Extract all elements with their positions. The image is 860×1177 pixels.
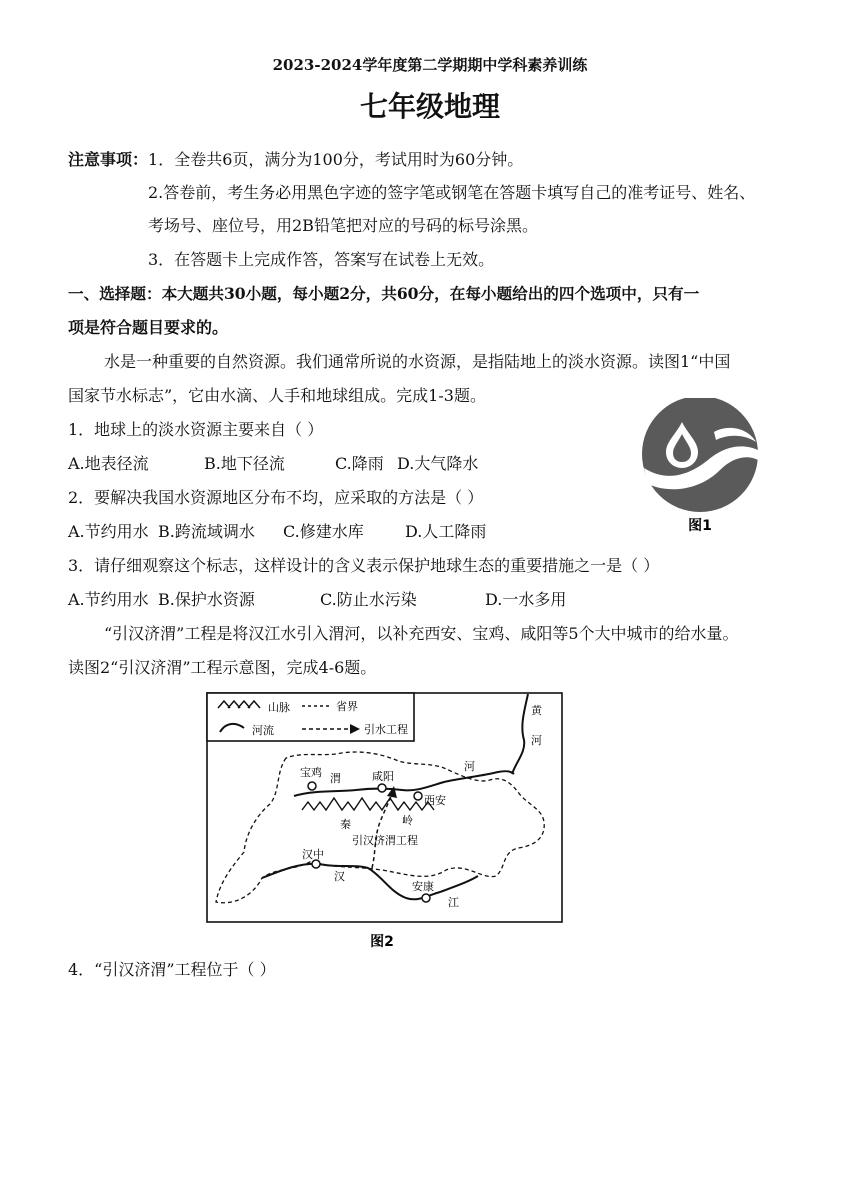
notes-label: 注意事项： — [68, 150, 149, 169]
notes-item-1: 1．全卷共6页，满分为100分，考试用时为60分钟。 — [148, 150, 524, 169]
notes-item-3: 3．在答题卡上完成作答，答案写在试卷上无效。 — [148, 250, 495, 269]
label-baoji: 宝鸡 — [300, 766, 322, 779]
question-1-option-a: A.地表径流 — [68, 454, 149, 473]
question-3-option-a: A.节约用水 — [68, 590, 149, 609]
figure-1-caption: 图1 — [688, 518, 712, 534]
notes-item-2-line-1: 2.答卷前，考生务必用黑色字迹的签字笔或钢笔在答题卡填写自己的准考证号、姓名、 — [148, 183, 756, 202]
figure-1-water-saving-logo — [636, 398, 768, 538]
city-ankang — [422, 894, 430, 902]
notes-line-1 — [68, 150, 523, 170]
question-3-stem: 3．请仔细观察这个标志，这样设计的含义表示保护地球生态的重要措施之一是（ ） — [68, 556, 660, 575]
label-project: 引汉济渭工程 — [352, 834, 418, 847]
question-2-option-d: D.人工降雨 — [405, 522, 487, 541]
question-2-options — [68, 522, 486, 542]
question-2-option-c: C.修建水库 — [283, 522, 364, 541]
question-1-options — [68, 454, 478, 474]
label-jiang: 江 — [448, 896, 459, 909]
question-1-option-d: D.大气降水 — [397, 454, 479, 473]
passage-1-line-2: 国家节水标志”，它由水滴、人手和地球组成。完成1-3题。 — [68, 386, 486, 405]
question-3-options — [68, 590, 566, 610]
page-title: 七年级地理 — [359, 90, 500, 123]
passage-2-line-2: 读图2“引汉济渭”工程示意图，完成4-6题。 — [68, 658, 377, 677]
question-2-stem: 2．要解决我国水资源地区分布不均，应采取的方法是（ ） — [68, 488, 484, 507]
city-xianyang — [378, 784, 386, 792]
question-3-option-d: D.一水多用 — [485, 590, 567, 609]
label-hanzhong: 汉中 — [302, 848, 324, 861]
question-2-option-b: B.跨流域调水 — [158, 522, 255, 541]
label-he-2: 河 — [531, 734, 542, 747]
passage-2-line-1: “引汉济渭”工程是将汉江水引入渭河，以补充西安、宝鸡、咸阳等5个大中城市的给水量。 — [104, 624, 739, 643]
city-baoji — [308, 782, 316, 790]
label-ankang: 安康 — [412, 880, 434, 893]
city-hanzhong — [312, 860, 320, 868]
question-3-option-b: B.保护水资源 — [158, 590, 255, 609]
label-qin: 秦 — [340, 818, 351, 831]
label-xian: 西安 — [424, 794, 446, 807]
figure-2-map — [206, 692, 570, 954]
label-ling: 岭 — [402, 814, 413, 827]
legend-mountains: 山脉 — [268, 701, 290, 714]
label-huang: 黄 — [531, 704, 542, 717]
city-xian — [414, 792, 422, 800]
passage-1-line-1: 水是一种重要的自然资源。我们通常所说的水资源，是指陆地上的淡水资源。读图1“中国 — [104, 352, 731, 371]
figure-2-caption: 图2 — [370, 934, 394, 950]
legend-diversion: 引水工程 — [364, 723, 408, 736]
question-1-option-c: C.降雨 — [335, 454, 384, 473]
exam-name: 2023-2024学年度第二学期期中学科素养训练 — [272, 56, 588, 74]
label-han: 汉 — [334, 870, 345, 883]
question-1-option-b: B.地下径流 — [204, 454, 285, 473]
label-he: 河 — [464, 760, 475, 773]
notes-item-2-line-2: 考场号、座位号，用2B铅笔把对应的号码的标号涂黑。 — [148, 216, 538, 235]
legend-boundary: 省界 — [336, 700, 358, 713]
section-heading-line-2: 项是符合题目要求的。 — [68, 318, 229, 337]
section-heading-line-1: 一、选择题：本大题共30小题，每小题2分，共60分，在每小题给出的四个选项中，只有一 — [68, 284, 700, 303]
label-xianyang: 咸阳 — [372, 770, 394, 783]
legend-river: 河流 — [252, 724, 274, 737]
question-2-option-a: A.节约用水 — [68, 522, 149, 541]
label-wei: 渭 — [330, 772, 341, 785]
question-4-stem: 4．“引汉济渭”工程位于（ ） — [68, 960, 276, 979]
question-1-stem: 1．地球上的淡水资源主要来自（ ） — [68, 420, 324, 439]
question-3-option-c: C.防止水污染 — [320, 590, 417, 609]
